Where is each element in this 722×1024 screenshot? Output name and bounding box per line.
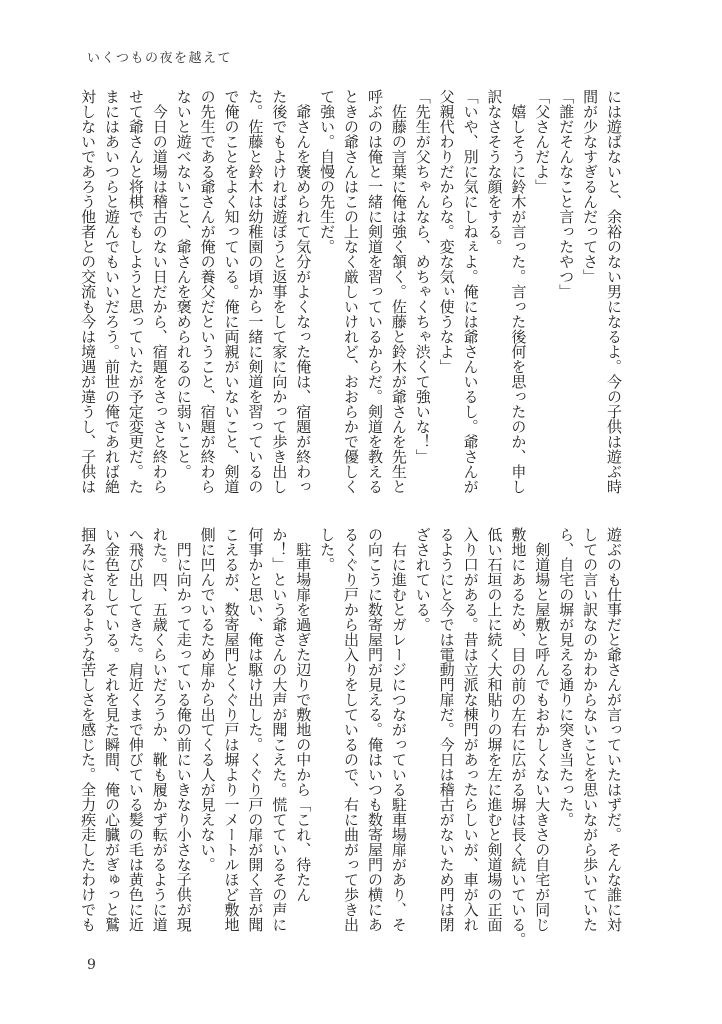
page-number: 9 — [87, 957, 96, 973]
text-column: 「誰だそんなこと言ったやつ」 — [557, 89, 576, 299]
text-column: 駐車場扉を過ぎた辺りで敷地の中から「これ、待たん — [294, 527, 313, 902]
text-column: こえるが、数寄屋門とくぐり戸は塀より一メートルほど敷地 — [222, 527, 241, 932]
text-column: 入り口がある。昔は立派な棟門があったらしいが、車が入れ — [461, 527, 480, 932]
text-column: 掴みにされるような苦しさを感じた。全力疾走したわけでも — [79, 527, 98, 932]
text-column: るようにと今では電動門扉だ。今日は稽古がないため門は閉 — [437, 527, 456, 932]
text-column: 爺さんを褒められて気分がよくなった俺は、宿題が終わっ — [294, 89, 313, 494]
text-column: た後でもよければ遊ぼうと返事をして家に向かって歩き出し — [270, 89, 289, 494]
text-column: 側に凹んでいるため扉から出てくる人が見えない。 — [198, 527, 217, 872]
text-column: には遊ばないと、余裕のない男になるよ。今の子供は遊ぶ時 — [605, 89, 623, 494]
text-column: 父親代わりだからな。変な気ぃ使うなよ」 — [437, 89, 456, 374]
text-column: 対しないであろう他者との交流も今は境遇が違うし、子供は — [79, 89, 98, 494]
text-column: の先生である爺さんが俺の養父だということ、宿題が終わら — [198, 89, 217, 494]
text-column: まにはあいつらと遊んでもいいだろう。前世の俺であれば絶 — [102, 89, 121, 494]
text-column: 訳なさそうな顔をする。 — [485, 89, 504, 254]
text-column: した。 — [318, 527, 337, 572]
text-column: 間が少なすぎるんだってさ」 — [581, 89, 600, 284]
text-column: 「先生が父ちゃんなら、めちゃくちゃ渋くて強いな！」 — [413, 89, 432, 464]
text-column: か！」という爺さんの大声が聞こえた。慌てているその声に — [270, 527, 289, 932]
text-block-lower — [75, 527, 625, 947]
text-column: 呼ぶのは俺と一緒に剣道を習っているからだ。剣道を教える — [365, 89, 384, 494]
text-column: の向こうに数寄屋門が見える。俺はいつも数寄屋門の横にあ — [365, 527, 384, 932]
text-column: れた。四、五歳くらいだろうか、靴も履かず転がるように道 — [150, 527, 169, 932]
running-head: いくつもの夜を越えて — [87, 51, 233, 66]
text-column: るくぐり戸から出入りをしているので、右に曲がって歩き出 — [342, 527, 361, 932]
text-column: 剣道場と屋敷と呼んでもおかしくない大きさの自宅が同じ — [533, 527, 552, 932]
text-column: 嬉しそうに鈴木が言った。言った後何を思ったのか、申し — [509, 89, 528, 494]
text-column: ら、自宅の塀が見える通りに突き当たった。 — [557, 527, 576, 827]
text-column: 門に向かって走っている俺の前にいきなり小さな子供が現 — [174, 527, 193, 932]
text-column: い金色をしている。それを見た瞬間、俺の心臓がぎゅっと鷲 — [102, 527, 121, 932]
text-column: 遊ぶのも仕事だと爺さんが言っていたはずだ。そんな誰に対 — [605, 527, 623, 932]
text-column: 何事かと思い、俺は駆け出した。くぐり戸の扉が開く音が聞 — [246, 527, 265, 932]
text-column: て強い。自慢の先生だ。 — [318, 89, 337, 254]
text-column: ときの爺さんはこの上なく厳しいけれど、おおらかで優しく — [342, 89, 361, 494]
text-column: せて爺さんと将棋でもしようと思っていたが予定変更だ。た — [126, 89, 145, 494]
text-column: へ飛び出してきた。肩近くまで伸びている髪の毛は黄色に近 — [126, 527, 145, 932]
text-column: た。佐藤と鈴木は幼稚園の頃から一緒に剣道を習っているの — [246, 89, 265, 494]
text-block-upper — [75, 89, 625, 499]
text-column: 右に進むとガレージにつながっている駐車場扉があり、そ — [389, 527, 408, 932]
text-column: 佐藤の言葉に俺は強く頷く。佐藤と鈴木が爺さんを先生と — [389, 89, 408, 494]
text-column: 敷地にあるため、目の前の左右に広がる塀は長く続いている。 — [509, 527, 528, 947]
text-column: しての言い訳なのかわからないことを思いながら歩いていた — [581, 527, 600, 932]
text-column: 「いや、別に気にしねぇよ。俺には爺さんいるし。爺さんが — [461, 89, 480, 494]
text-column: 低い石垣の上に続く大和貼りの塀を左に進むと剣道場の正面 — [485, 527, 504, 932]
text-column: で俺のことをよく知っている。俺に両親がいないこと、剣道 — [222, 89, 241, 494]
text-column: ざされている。 — [413, 527, 432, 632]
text-column: 「父さんだよ」 — [533, 89, 552, 194]
text-column: ないと遊べないこと、爺さんを褒められるのに弱いこと。 — [174, 89, 193, 479]
text-column: 今日の道場は稽古のない日だから、宿題をさっさと終わら — [150, 89, 169, 494]
